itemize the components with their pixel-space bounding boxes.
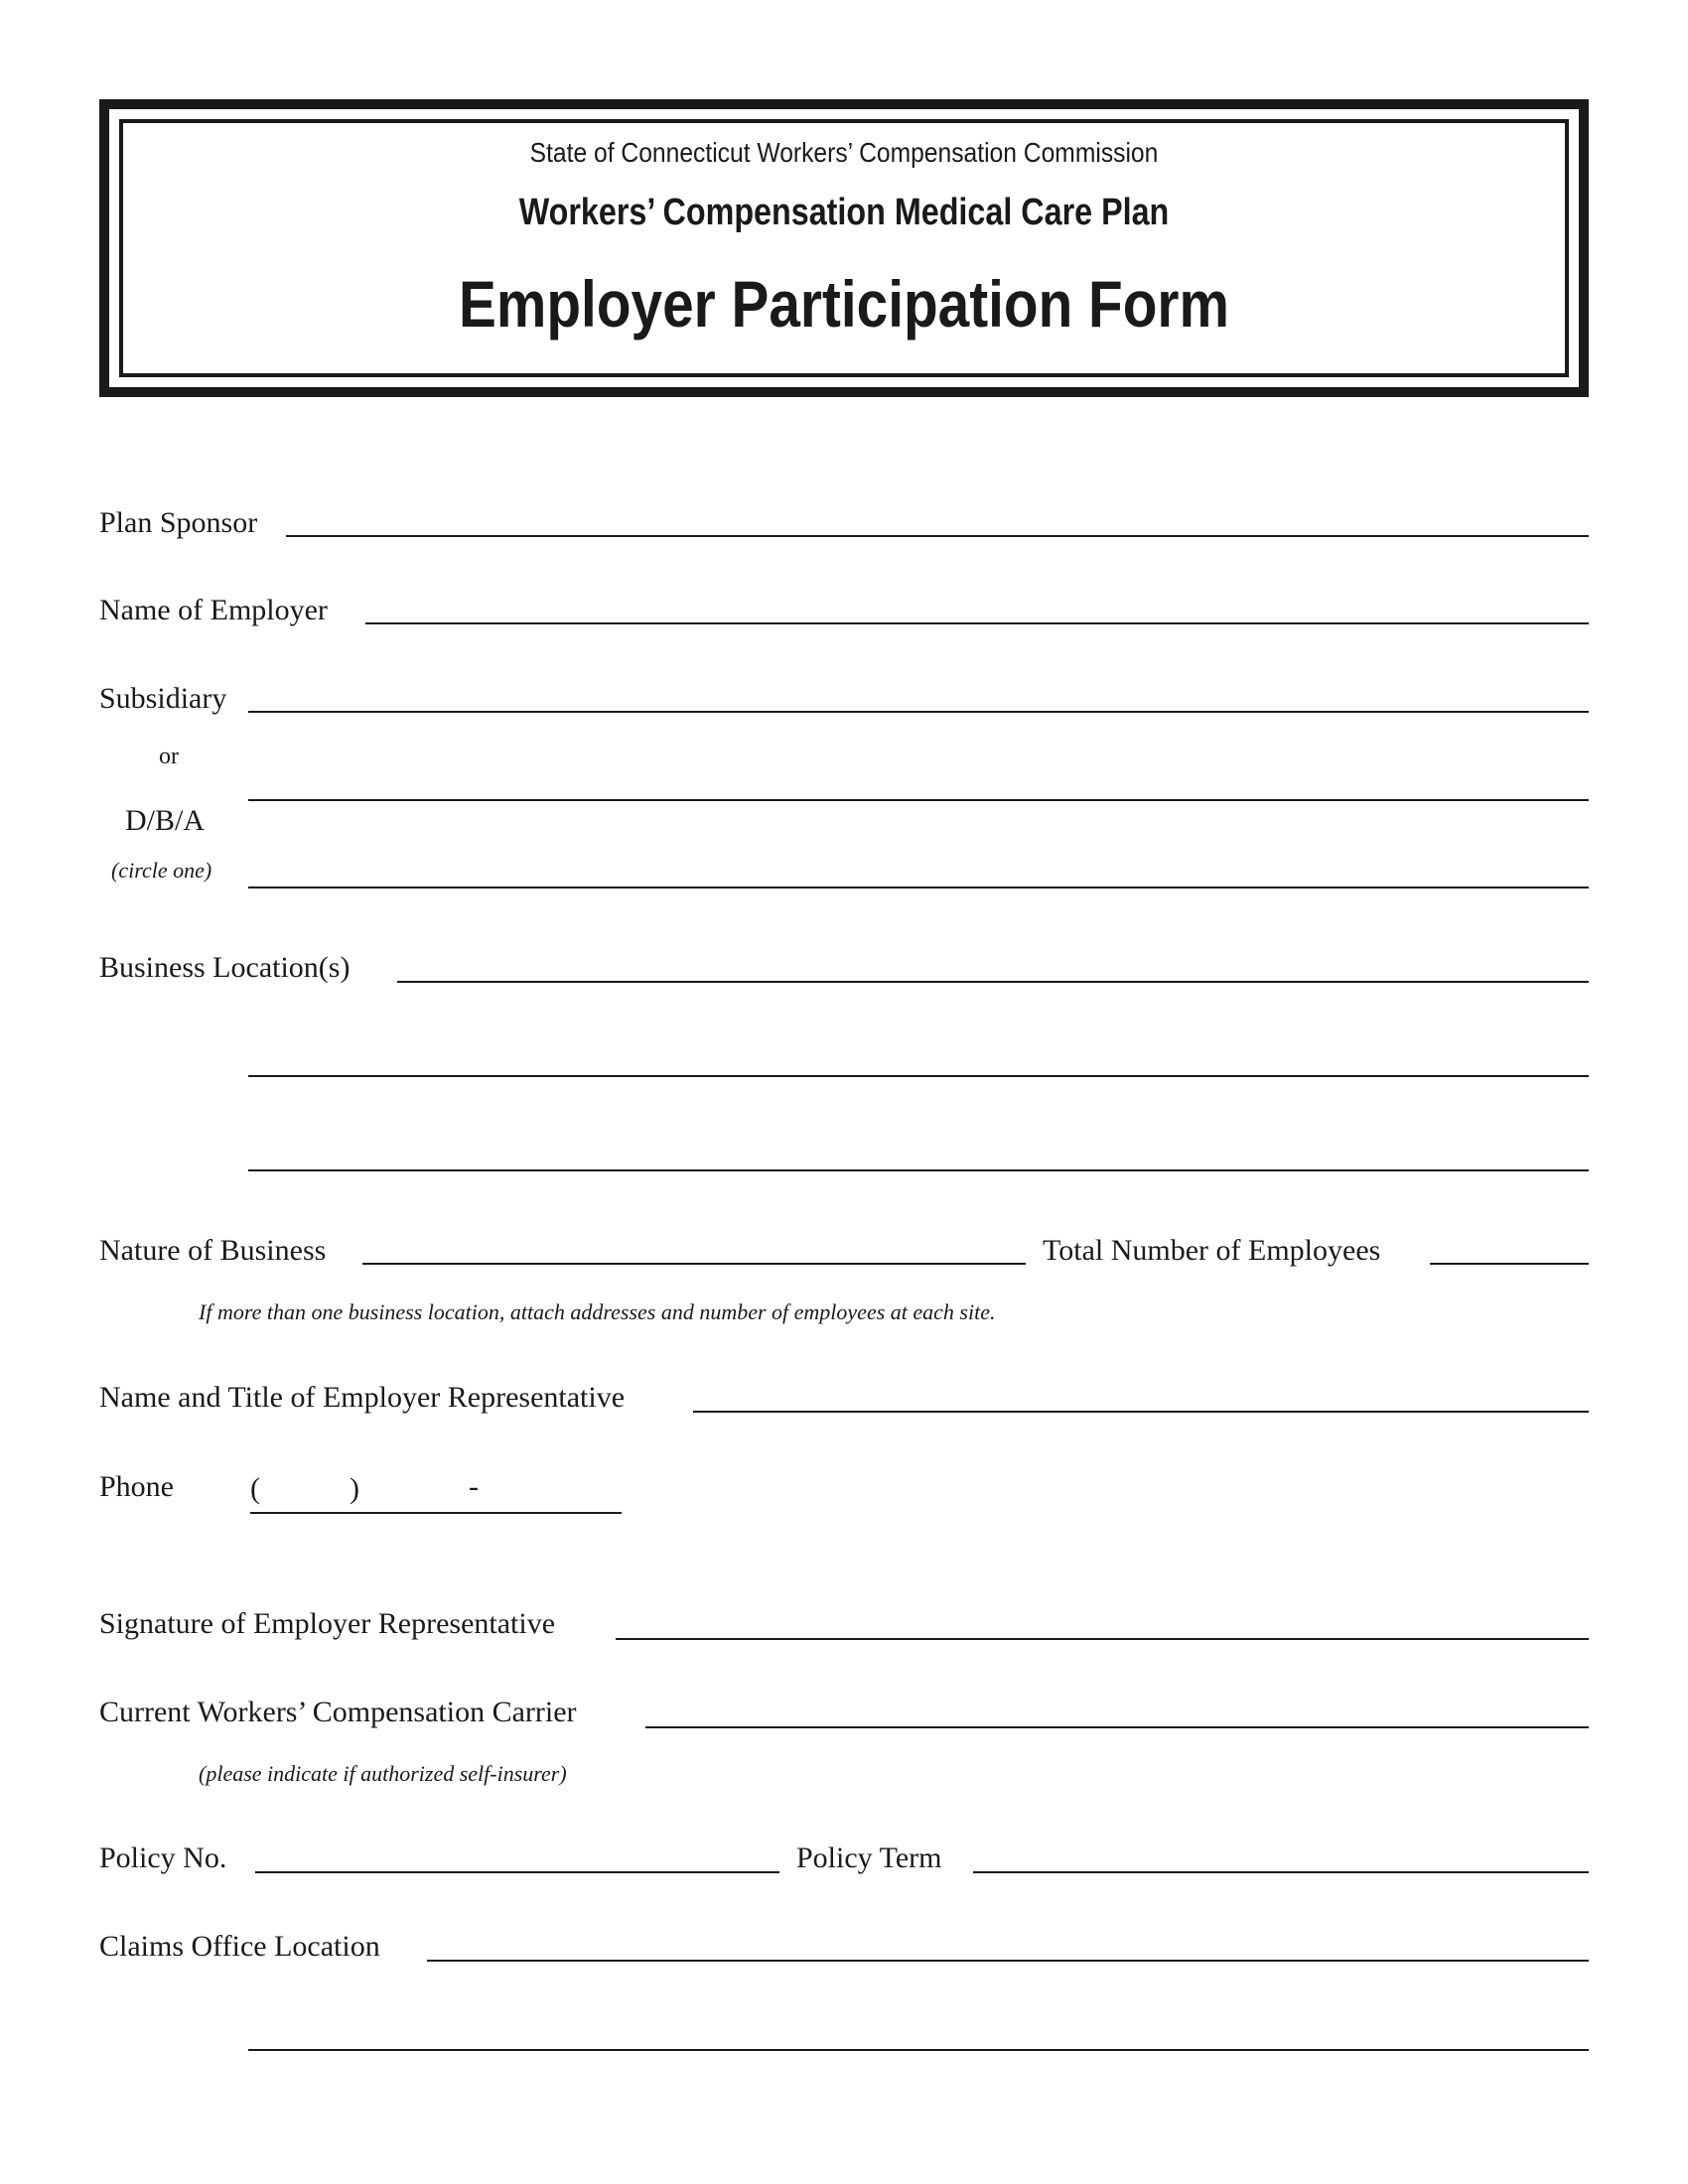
phone-close-paren: ) (350, 1472, 359, 1505)
signature-line (616, 1638, 1589, 1640)
business-location-input-1[interactable] (399, 950, 1593, 982)
business-location-input-2[interactable] (250, 1044, 1593, 1076)
name-of-employer-input[interactable] (367, 592, 1593, 623)
plan-sponsor-label: Plan Sponsor (99, 506, 258, 539)
subsidiary-input[interactable] (250, 680, 1593, 712)
plan-sponsor-line (286, 535, 1589, 537)
phone-input[interactable] (250, 1477, 624, 1509)
nature-of-business-label: Nature of Business (99, 1234, 327, 1267)
name-of-employer-line (365, 622, 1589, 624)
plan-name: Workers’ Compensation Medical Care Plan (518, 192, 1170, 233)
phone-dash: - (469, 1470, 479, 1503)
dba-input[interactable] (250, 856, 1593, 887)
carrier-line (645, 1726, 1589, 1728)
representative-label: Name and Title of Employer Representative (99, 1381, 626, 1414)
policy-term-line (973, 1871, 1589, 1873)
form-title: Employer Participation Form (459, 267, 1229, 341)
signature-label: Signature of Employer Representative (99, 1607, 556, 1640)
self-insurer-note: (please indicate if authorized self-insurer) (199, 1761, 567, 1786)
total-employees-line (1430, 1263, 1589, 1265)
phone-open-paren: ( (250, 1472, 260, 1505)
policy-no-line (255, 1871, 779, 1873)
claims-office-input-2[interactable] (250, 2017, 1593, 2049)
carrier-label: Current Workers’ Compensation Carrier (99, 1696, 577, 1728)
nature-of-business-input[interactable] (364, 1232, 1029, 1264)
dba-line (248, 887, 1589, 888)
phone-label: Phone (99, 1470, 174, 1503)
policy-term-label: Policy Term (796, 1842, 942, 1874)
dba-label: D/B/A (125, 804, 206, 837)
subsidiary-input-2[interactable] (250, 768, 1593, 800)
business-location-input-3[interactable] (250, 1139, 1593, 1170)
nature-of-business-line (362, 1263, 1026, 1265)
business-location-note: If more than one business location, attach addresses and number of employees at each site. (199, 1299, 996, 1324)
business-locations-label: Business Location(s) (99, 951, 351, 984)
business-location-line-1 (397, 981, 1589, 983)
policy-term-input[interactable] (975, 1840, 1593, 1871)
claims-office-line-2 (248, 2049, 1589, 2051)
commission-name: State of Connecticut Workers’ Compensation Commission (529, 137, 1159, 168)
name-of-employer-label: Name of Employer (99, 594, 328, 626)
representative-input[interactable] (695, 1380, 1593, 1412)
subsidiary-line-2 (248, 799, 1589, 801)
total-employees-label: Total Number of Employees (1043, 1234, 1381, 1267)
representative-line (693, 1411, 1589, 1413)
claims-office-line-1 (427, 1960, 1589, 1962)
plan-sponsor-input[interactable] (288, 504, 1593, 536)
claims-office-label: Claims Office Location (99, 1930, 380, 1963)
subsidiary-label: Subsidiary (99, 682, 227, 715)
claims-office-input-1[interactable] (429, 1928, 1593, 1960)
subsidiary-line (248, 711, 1589, 713)
policy-no-label: Policy No. (99, 1842, 227, 1874)
circle-one-note: (circle one) (111, 858, 212, 883)
total-employees-input[interactable] (1432, 1232, 1593, 1264)
business-location-line-3 (248, 1169, 1589, 1171)
signature-input[interactable] (618, 1606, 1593, 1638)
policy-no-input[interactable] (257, 1840, 783, 1871)
phone-line (250, 1512, 622, 1514)
or-label: or (159, 744, 179, 769)
carrier-input[interactable] (647, 1695, 1593, 1726)
business-location-line-2 (248, 1075, 1589, 1077)
